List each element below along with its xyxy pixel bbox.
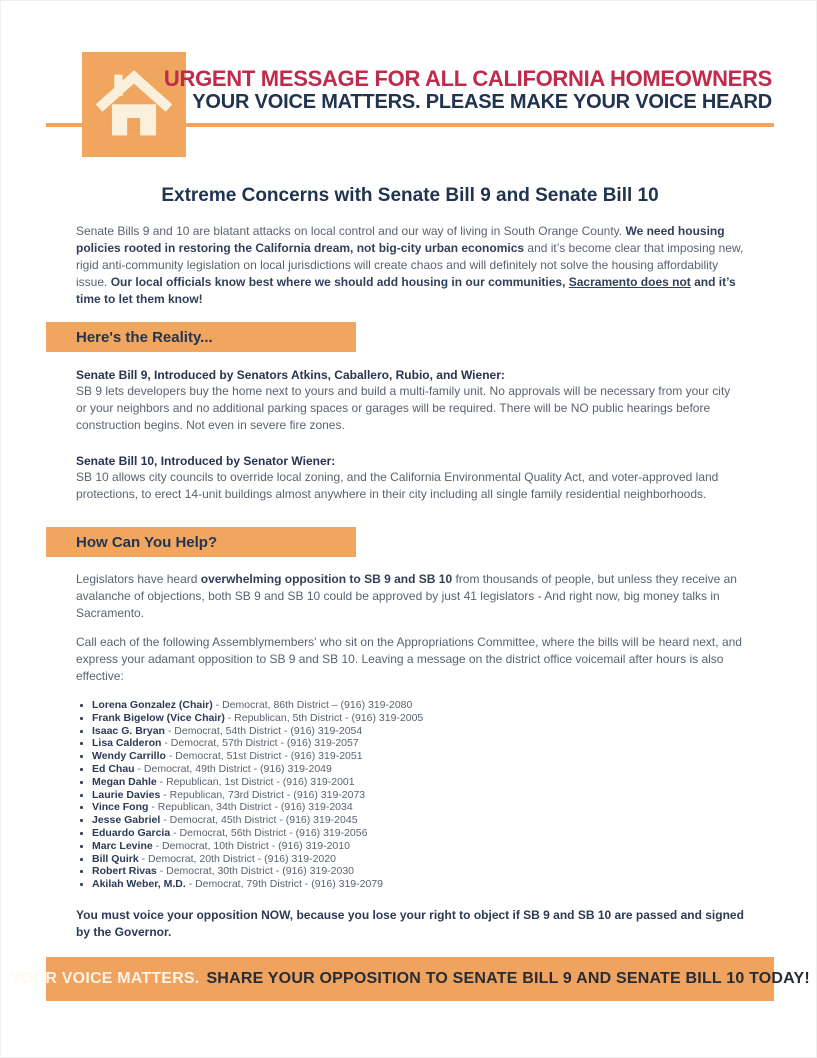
legislator-name: Megan Dahle (92, 775, 157, 788)
footer-banner-lead: YOUR VOICE MATTERS. (10, 970, 200, 987)
footer-banner (10, 957, 810, 1001)
legislator-detail: - Democrat, 57th District - (916) 319-2057 (161, 737, 359, 750)
legislator-detail: - Republican, 34th District - (916) 319-2034 (148, 801, 353, 814)
text-segment: from thousands of people, but unless they receive an avalanche of objections, both SB 9 and SB 10 could be approved by just 41 legislators - And right now, big money talks in Sacramento. (76, 572, 737, 620)
call-paragraph: Call each of the following Assemblymembers' who sit on the Appropriations Committee, where the bills will be heard next, and express your adamant opposition to SB 9 and SB 10. Leaving a message on the district office voicemail after hours is also effective: (76, 635, 742, 683)
legislator-detail: - Democrat, 54th District - (916) 319-2054 (164, 724, 363, 737)
content (1, 185, 816, 941)
intro-paragraph (76, 223, 744, 308)
text-segment: Sacramento does not (568, 275, 691, 289)
sb10-body: SB 10 allows city councils to override local zoning, and the California Environmental Quality Act, and voter-approved land protections, to erect 14-unit buildings almost anywhere in their city including all single family residential neighborhoods. (76, 470, 719, 501)
sb10-heading: Senate Bill 10, Introduced by Senator Wiener: (76, 454, 336, 468)
legislator-detail: - Democrat, 51st District - (916) 319-2051 (165, 750, 363, 763)
legislator-item (79, 865, 774, 878)
text-segment: and it’s time to let them know! (76, 275, 736, 306)
legislator-item (79, 712, 774, 725)
legislator-name: Vince Fong (92, 801, 149, 814)
header (1, 1, 816, 157)
legislator-name: Frank Bigelow (Vice Chair) (92, 711, 225, 724)
legislator-detail: - Republican, 5th District - (916) 319-2005 (224, 711, 424, 724)
legislator-item (79, 750, 774, 763)
text-segment: Senate Bills 9 and 10 are blatant attacks on local control and our way of living in South Orange County. (76, 224, 626, 238)
legislator-name: Isaac G. Bryan (92, 724, 165, 737)
legislator-item (79, 853, 774, 866)
help-section-banner (46, 527, 356, 557)
legislator-name: Lisa Calderon (92, 737, 162, 750)
reality-section-banner (46, 322, 356, 352)
header-subheadline: YOUR VOICE MATTERS. PLEASE MAKE YOUR VOICE HEARD (192, 90, 772, 113)
legislator-name: Ed Chau (92, 762, 135, 775)
help-paragraph (76, 571, 744, 622)
legislator-item (79, 801, 774, 814)
legislator-detail: - Democrat, 86th District – (916) 319-2080 (212, 699, 413, 711)
header-text (164, 67, 772, 113)
legislator-detail: - Democrat, 30th District - (916) 319-2030 (156, 865, 355, 878)
legislator-item (79, 789, 774, 802)
sb9-heading: Senate Bill 9, Introduced by Senators Atkins, Caballero, Rubio, and Wiener: (76, 368, 505, 382)
text-segment: We need housing policies rooted in restoring the California dream, not big-city urban economics (76, 224, 725, 255)
legislator-name: Akilah Weber, M.D. (92, 878, 186, 891)
legislator-name: Lorena Gonzalez (Chair) (92, 699, 213, 711)
legislator-item (79, 699, 774, 712)
legislator-name: Marc Levine (92, 839, 153, 852)
legislator-item (79, 737, 774, 750)
legislator-detail: - Republican, 1st District - (916) 319-2001 (156, 775, 355, 788)
text-segment: Legislators have heard (76, 572, 201, 586)
legislator-item (79, 763, 774, 776)
reality-section-label: Here's the Reality... (76, 328, 213, 346)
legislator-item (79, 725, 774, 738)
legislator-detail: - Republican, 73rd District - (916) 319-2073 (160, 788, 366, 801)
legislator-name: Robert Rivas (92, 865, 157, 878)
page-title: Extreme Concerns with Senate Bill 9 and Senate Bill 10 (161, 185, 659, 206)
legislator-detail: - Democrat, 79th District - (916) 319-2079 (185, 878, 383, 891)
legislator-name: Bill Quirk (92, 852, 139, 865)
closing-paragraph: You must voice your opposition NOW, because you lose your right to object if SB 9 and SB 10 are passed and signed by the Governor. (76, 907, 744, 939)
legislator-name: Eduardo Garcia (92, 826, 171, 839)
legislator-detail: - Democrat, 49th District - (916) 319-2049 (134, 762, 332, 775)
legislator-item (79, 827, 774, 840)
legislator-detail: - Democrat, 45th District - (916) 319-2045 (160, 814, 358, 827)
legislator-detail: - Democrat, 10th District - (916) 319-2010 (152, 839, 350, 852)
text-segment: and it’s become clear that imposing new, rigid anti-community legislation on local jurisdictions will create chaos and will definitely not solve the housing affordability issue. (76, 241, 744, 289)
legislator-name: Wendy Carrillo (92, 750, 166, 763)
legislator-list (79, 699, 774, 891)
legislator-name: Jesse Gabriel (92, 814, 161, 827)
sb9-body: SB 9 lets developers buy the home next to yours and build a multi-family unit. No approvals will be necessary from your city or your neighbors and no additional parking spaces or garages will be required. There will be NO public hearings before construction begins. Not even in severe fire zones. (76, 384, 731, 432)
footer-banner-message: SHARE YOUR OPPOSITION TO SENATE BILL 9 AND SENATE BILL 10 TODAY! (206, 970, 810, 987)
text-segment: overwhelming opposition to SB 9 and SB 10 (200, 572, 453, 586)
header-headline: URGENT MESSAGE FOR ALL CALIFORNIA HOMEOWNERS (163, 66, 772, 91)
help-section-label: How Can You Help? (76, 533, 218, 551)
house-icon (96, 62, 172, 147)
legislator-detail: - Democrat, 20th District - (916) 319-2020 (138, 852, 336, 865)
legislator-item (79, 776, 774, 789)
legislator-item (79, 814, 774, 827)
text-segment: Our local officials know best where we should add housing in our communities, (110, 275, 569, 289)
legislator-item (79, 878, 774, 891)
legislator-item (79, 840, 774, 853)
legislator-detail: - Democrat, 56th District - (916) 319-2056 (170, 826, 368, 839)
legislator-name: Laurie Davies (92, 788, 161, 801)
